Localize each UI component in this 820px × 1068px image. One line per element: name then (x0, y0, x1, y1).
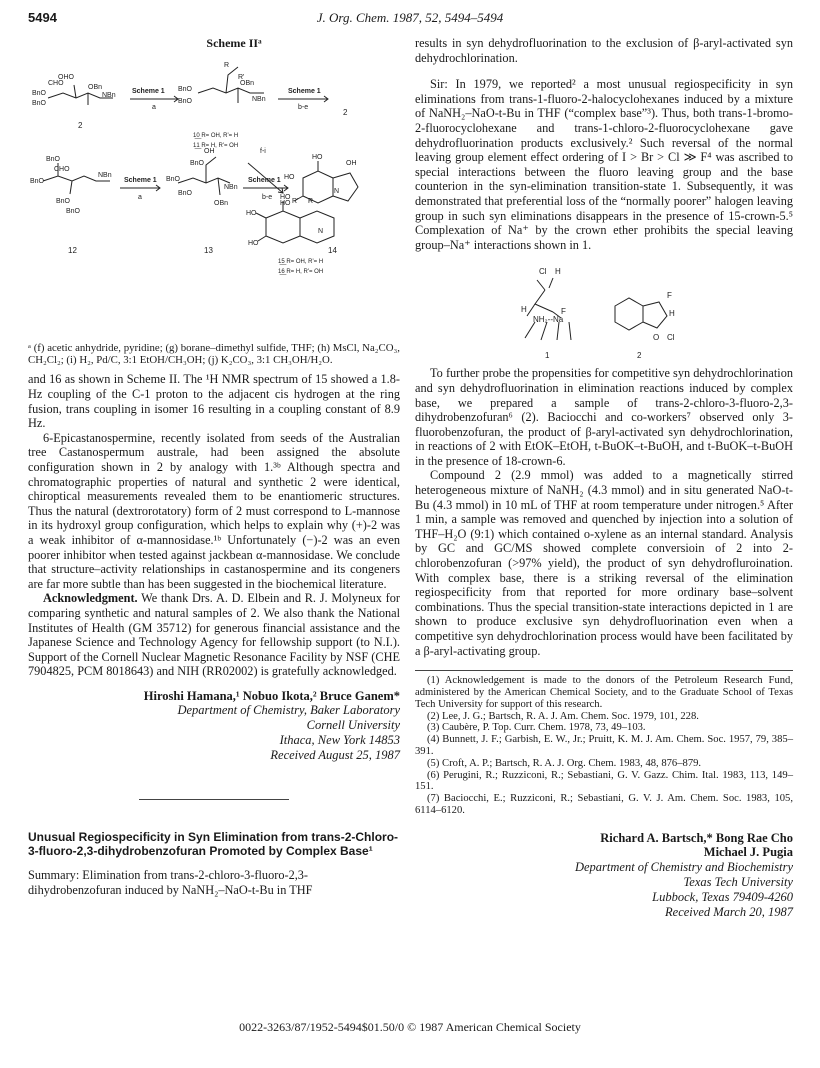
svg-text:OBn: OBn (88, 83, 103, 91)
compound-2-label-b: 2 (343, 107, 348, 117)
compound-2-label: 2 (78, 120, 83, 130)
paragraph: Sir: In 1979, we reported² a most unusual regiospecificity in syn eliminations from trans-1-fluoro-2-halocyclohexanes induced by a mixture of NaNH₂–NaO-t-Bu in THF (“complex base”³). Thus, both trans-1-bromo-2-fluorocyclohexane and trans-1-chloro-2-fluorocyclohexane gave dehydrofluorination products exclusively.² Such reversal of the normal leaving group element effect ordering of I > Br > Cl ≫ F⁴ was ascribed to special interactions between the fluoro leaving group and the base counterion in the syn-elimination transition-state 1. Subsequently, it was demonstrated that preferential loss of the “normally poorer” halogen leaving group in such syn eliminations disappears in the presence of 15-crown-5.⁵ Complexation of Na⁺ by the crown ether prohibits the special leaving group–Na⁺ interactions shown in 1. (415, 77, 793, 252)
fig-label: F (667, 291, 672, 301)
paragraph: and 16 as shown in Scheme II. The ¹H NMR spectrum of 15 showed a 1.8-Hz coupling of the C-1 proton to the adjacent cis hydrogen at the ring fusion, trans coupling in isomer 16 resulting in a coupling constant of 8.9 Hz. (28, 372, 400, 431)
affiliation: Lubbock, Texas 79409-4260 (652, 889, 793, 904)
fig-label: H (521, 305, 527, 315)
left-column (28, 36, 400, 898)
reference: (4) Bunnett, J. F.; Garbish, E. W., Jr.; Pruitt, K. M. J. Am. Chem. Soc. 1957, 79, 385–391. (415, 734, 793, 757)
reference: (3) Caubère, P. Top. Curr. Chem. 1978, 73, 49–103. (427, 722, 646, 734)
fig-label: H (669, 309, 675, 319)
svg-text:BnO: BnO (32, 99, 47, 107)
step-label: b-e (298, 103, 309, 111)
step-label: a (138, 193, 142, 201)
acknowledgment-text: We thank Drs. A. D. Elbein and R. J. Molyneux for comparing synthetic and natural samples of 2. We also thank the National Institutes of Health (GM 35712) for generous financial assistance and the Japanese Science and Technology Agency for fellowship support (to N.I.). Support of the Cornell Nuclear Magnetic Resonance Facility by NSF (CHE 7904825, PCM 8018643) and NIH (RR02002) is gratefully acknowledged. (28, 591, 400, 679)
affiliation: Cornell University (306, 718, 400, 733)
scheme-label: Scheme 1 (124, 176, 157, 184)
svg-text:BnO: BnO (178, 189, 193, 197)
step-label: f-i (260, 147, 266, 155)
r10-label: 1̲0̲ R= OH, R'= H (193, 132, 239, 139)
svg-text:OH: OH (204, 147, 215, 155)
fig-label: O (653, 333, 660, 343)
affiliation: Ithaca, New York 14853 (279, 733, 400, 748)
r11-label: 1̲1̲ R= H, R'= OH (193, 142, 239, 149)
page-number: 5494 (28, 10, 57, 25)
summary: Summary: Elimination from trans-2-chloro-3-fluoro-2,3-dihydrobenzofuran induced by NaNH₂–NaO-t-Bu in THF (28, 868, 313, 898)
paragraph: 6-Epicastanospermine, recently isolated from seeds of the Australian tree Castanospermum australe, had been assigned the absolute configuration shown in 2 by analogy with 1.³ᵇ Although spectra and chromatographic properties of natural and synthetic 2 were identical, chiroptical measurements revealed them to be enantiomeric structures. Thus the natural (dextrorotatory) form of 2 must correspond to L-mannose in its hydroxyl group configuration, which helps to explain why (+)-2 was a weak inhibitor of α-mannosidase.¹ᵇ Unfortunately (−)-2 was an even poorer inhibitor when tested against jackbean α-mannosidase. We conclude that structure–activity relationships in castanospermine and its congeners are far more subtle than has been suggested in the biochemical literature. (28, 430, 400, 591)
references (415, 670, 793, 817)
step-label: b-e (262, 193, 273, 201)
svg-text:NBn: NBn (252, 95, 266, 103)
svg-text:NBn: NBn (98, 171, 112, 179)
svg-text:OHO: OHO (58, 73, 74, 81)
compound-1-label: 1 (545, 351, 550, 361)
fig-label: Cl (667, 333, 675, 343)
paragraph: results in syn dehydrofluorination to the exclusion of β-aryl-activated syn dehydrochlorination. (415, 36, 793, 65)
page-header (28, 10, 792, 32)
r16-label: 1̲6̲ R= H, R'= OH (278, 268, 324, 275)
svg-text:CHO: CHO (54, 165, 70, 173)
page-footer: 0022-3263/87/1952-5494$01.50/0 © 1987 American Chemical Society (239, 1020, 581, 1034)
svg-text:BnO: BnO (56, 197, 71, 205)
reference: (7) Baciocchi, E.; Ruzziconi, R.; Sebastiani, G. V. J. Am. Chem. Soc. 1983, 105, 6114–6120. (415, 793, 793, 816)
svg-text:OH: OH (346, 159, 357, 167)
transition-state-figure (415, 260, 793, 362)
scheme-label: Scheme 1 (248, 176, 281, 184)
right-column (415, 36, 793, 920)
reference: (6) Perugini, R.; Ruzziconi, R.; Sebastiani, G. V. Gazz. Chim. Ital. 1983, 113, 149–151. (415, 769, 793, 793)
svg-text:NBn: NBn (224, 183, 238, 191)
paragraph: Compound 2 (2.9 mmol) was added to a magnetically stirred heterogeneous mixture of NaNH₂ (4.3 mmol) and in situ generated NaO-t-Bu (4.3 mmol) in 10 mL of THF at room temperature under nitrogen.⁵ After 1 min, a sample was removed and quenched by injection into a solution of THF–H₂O (9:1) which contained o-xylene as an internal standard. Analysis by GC and GC/MS showed complete conversioin of 2 into 2-chlorobenzofuran (>97% yield), the product of syn dehydrofluroination. With complex base, there is a striking reversal of the elimination regiospecificity from that reported for more ordinary base–solvent combinations. Thus the special transition-state interactions depicted in 1 are shown to produce exclusive syn dehydrofluorination even when a competitive syn dehydrochlorination process would have been facilitated by a β-aryl-activating group. (415, 468, 793, 658)
svg-text:HO: HO (280, 199, 291, 207)
fig-label: NH₂--Na (533, 315, 564, 325)
svg-text:HO: HO (284, 173, 295, 181)
compound-2-label: 2 (637, 351, 642, 361)
compound-12-label: 12 (68, 245, 77, 255)
reference: (2) Lee, J. G.; Bartsch, R. A. J. Am. Chem. Soc. 1979, 101, 228. (427, 710, 699, 722)
scheme-label: Scheme 1 (288, 87, 321, 95)
article-title: Unusual Regiospecificity in Syn Elimination from trans-2-Chloro-3-fluoro-2,3-dihydrobenzofuran Promoted by Complex Base¹ (28, 830, 399, 859)
svg-text:HO: HO (312, 153, 323, 161)
acknowledgment-heading: Acknowledgment. (43, 591, 138, 606)
svg-text:R: R (308, 197, 314, 205)
divider (139, 799, 289, 800)
scheme-label: Scheme 1 (132, 87, 165, 95)
authors: Hiroshi Hamana,¹ Nobuo Ikota,² Bruce Ganem* (143, 688, 400, 703)
received-date: Received August 25, 1987 (270, 748, 400, 763)
svg-text:BnO: BnO (190, 159, 205, 167)
svg-text:N: N (318, 227, 324, 235)
compound-13-label: 13 (204, 245, 213, 255)
svg-text:BnO: BnO (178, 85, 193, 93)
journal-citation: J. Org. Chem. 1987, 52, 5494–5494 (316, 10, 504, 25)
svg-text:R: R (224, 61, 230, 69)
affiliation: Department of Chemistry, Baker Laboratory (177, 703, 400, 718)
scheme-footnote: ᵃ (f) acetic anhydride, pyridine; (g) borane–dimethyl sulfide, THF; (h) MsCl, Na₂CO₃, CH₂Cl₂; (i) H₂, Pd/C, 3:1 EtOH/CH₃OH; (j) K₂CO₃, 3:1 CH₃OH/H₂O. (28, 341, 400, 366)
svg-text:BnO: BnO (166, 175, 181, 183)
fig-label: F (561, 307, 566, 317)
scheme-ii-diagram (28, 53, 400, 338)
svg-text:BnO: BnO (178, 97, 193, 105)
svg-text:BnO: BnO (30, 177, 45, 185)
svg-text:BnO: BnO (46, 155, 61, 163)
svg-text:NBn: NBn (102, 91, 116, 99)
compound-14-label: 14 (328, 245, 337, 255)
paragraph: To further probe the propensities for competitive syn dehydrochlorination and syn dehydrofluorination in elimination reactions induced by complex base, we prepared a sample of trans-2-chloro-3-fluoro-2,3-dihydrobenzofuran⁶ (2). Baciocchi and co-workers⁷ observed only 3-fluorobenzofuran, the product of β-aryl-activated syn dehydrochlorination, in reactions of 2 with EtOK–EtOH, t-BuOK–t-BuOH, and t-BuOK–t-BuOH in the presence of 18-crown-6. (415, 366, 793, 468)
r15-label: 1̲5̲ R= OH, R'= H (278, 258, 324, 265)
reference: (1) Acknowledgement is made to the donors of the Petroleum Research Fund, administered by the American Chemical Society, and to the Graduate School of Texas Tech University for support of this research. (415, 675, 793, 710)
svg-text:N: N (334, 187, 340, 195)
svg-text:HO: HO (280, 193, 291, 201)
svg-text:HO: HO (248, 239, 259, 247)
affiliation: Department of Chemistry and Biochemistry (574, 859, 793, 874)
svg-text:CHO: CHO (48, 79, 64, 87)
svg-text:BnO: BnO (32, 89, 47, 97)
svg-text:BnO: BnO (66, 207, 81, 215)
fig-label: H (555, 267, 561, 277)
authors: Richard A. Bartsch,* Bong Rae Cho (600, 830, 793, 845)
affiliation: Texas Tech University (683, 874, 793, 889)
step-label: a (152, 103, 156, 111)
svg-text:R': R' (292, 197, 299, 205)
authors: Michael J. Pugia (703, 845, 793, 860)
received-date: Received March 20, 1987 (665, 904, 793, 919)
scheme-title: Scheme IIᵃ (206, 36, 262, 50)
svg-text:R': R' (238, 73, 245, 81)
svg-text:OBn: OBn (240, 79, 255, 87)
reference: (5) Croft, A. P.; Bartsch, R. A. J. Org. Chem. 1983, 48, 876–879. (427, 757, 702, 769)
svg-text:HO: HO (246, 209, 257, 217)
svg-text:OBn: OBn (214, 199, 229, 207)
fig-label: Cl (539, 267, 547, 277)
